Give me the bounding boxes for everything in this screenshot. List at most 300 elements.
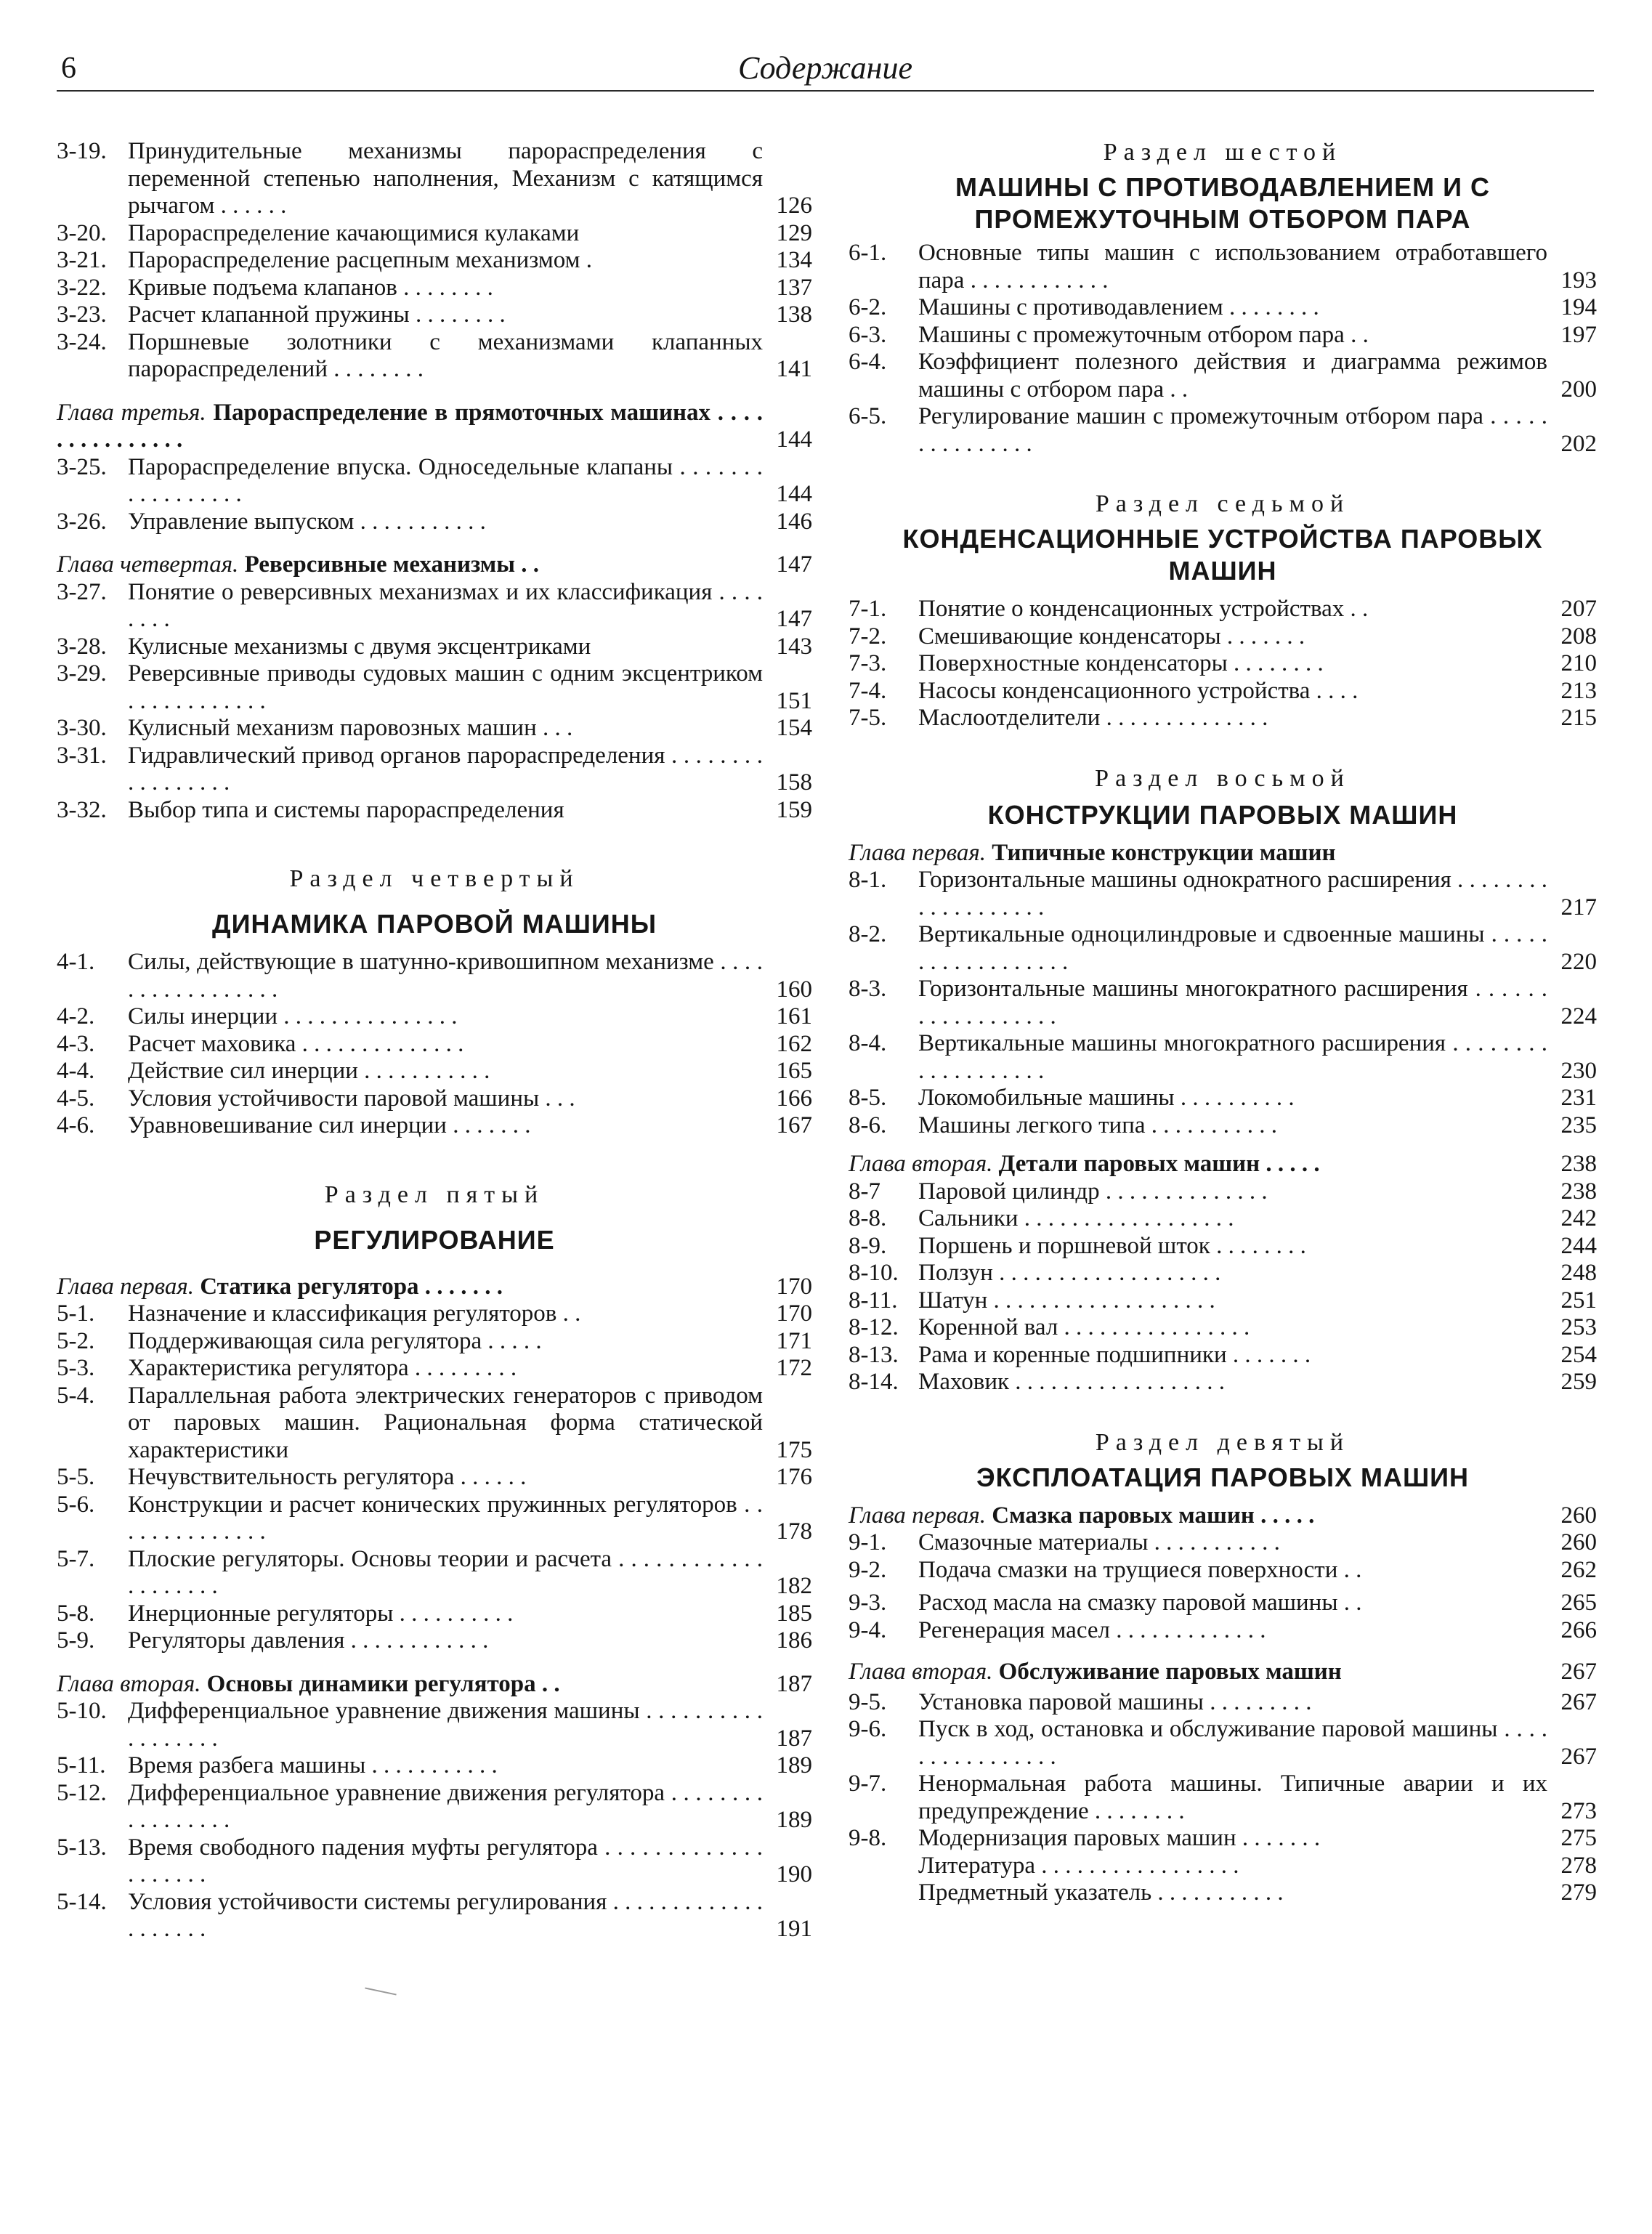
page-ref: 137 [776, 274, 812, 301]
page-ref: 210 [1560, 650, 1597, 676]
entry-title: Подача смазки на трущиеся поверхности . . [918, 1556, 1362, 1583]
page-ref: 176 [776, 1464, 812, 1490]
section-label: Раздел седьмой [1095, 490, 1351, 517]
chapter-title: Обслуживание паровых машин [998, 1659, 1342, 1685]
entry-number: 9-6. [849, 1716, 887, 1742]
chapter-entry [849, 1151, 1597, 1178]
toc-entry [57, 1780, 812, 1834]
page-ref: 138 [776, 301, 812, 328]
toc-entry [849, 1233, 1597, 1260]
page-ref: 230 [1560, 1057, 1597, 1084]
toc-entry [57, 634, 812, 661]
page-ref: 161 [776, 1003, 812, 1029]
chapter-title: Реверсивные механизмы . . [244, 551, 540, 578]
entry-number: 9-2. [849, 1556, 887, 1583]
page-ref: 260 [1560, 1529, 1597, 1555]
entry-number: 3-20. [57, 219, 107, 246]
entry-title: Принудительные механизмы парораспределения с переменной степенью наполнения, Механизм с катящимся рычагом . . . . . . [128, 138, 763, 219]
entry-number: 3-29. [57, 660, 107, 687]
toc-entry [57, 1112, 812, 1140]
toc-entry [57, 1627, 812, 1655]
toc-entry [57, 1031, 812, 1059]
toc-entry [57, 1085, 812, 1113]
toc-entry [57, 247, 812, 275]
toc-entry [849, 1853, 1597, 1880]
toc-entry [57, 301, 812, 329]
toc-entry [849, 240, 1597, 294]
chapter-entry [57, 1274, 812, 1301]
page-ref: 170 [776, 1273, 812, 1300]
toc-right-column [849, 138, 1597, 1907]
entry-number: 8-8. [849, 1205, 887, 1231]
entry-title: Модернизация паровых машин . . . . . . . [918, 1825, 1321, 1851]
toc-entry [57, 138, 812, 220]
entry-title: Дифференциальное уравнение движения машины . . . . . . . . . . . . . . . . . . [128, 1698, 763, 1752]
chapter-name: Глава третья. [57, 399, 206, 426]
section-label: Раздел восьмой [1095, 764, 1351, 792]
entry-title: Условия устойчивости паровой машины . . . [128, 1085, 575, 1112]
entry-number: 6-3. [849, 321, 887, 348]
entry-title: Вертикальные машины многократного расширения . . . . . . . . . . . . . . . . . . . [918, 1030, 1547, 1084]
entry-number: 3-26. [57, 508, 107, 535]
entry-number: 5-3. [57, 1355, 95, 1381]
entry-title: Регуляторы давления . . . . . . . . . . . . [128, 1627, 489, 1654]
toc-entry [57, 1492, 812, 1546]
chapter-entry [849, 840, 1597, 867]
entry-title: Инерционные регуляторы . . . . . . . . . . [128, 1600, 514, 1627]
entry-number: 5-7. [57, 1545, 95, 1572]
toc-entry [849, 1770, 1597, 1825]
entry-number: 3-31. [57, 742, 107, 769]
entry-title: Насосы конденсационного устройства . . . . [918, 677, 1359, 704]
page-ref: 147 [776, 551, 812, 578]
entry-number: 6-1. [849, 240, 887, 266]
entry-title: Ползун . . . . . . . . . . . . . . . . . . . [918, 1260, 1221, 1286]
toc-entry [849, 322, 1597, 349]
entry-title: Реверсивные приводы судовых машин с одним эксцентриком . . . . . . . . . . . . [128, 660, 763, 714]
page-ref: 141 [776, 356, 812, 382]
toc-entry [57, 509, 812, 536]
page-ref: 159 [776, 796, 812, 823]
entry-number: 5-6. [57, 1491, 95, 1518]
entry-title: Действие сил инерции . . . . . . . . . . . [128, 1058, 490, 1084]
entry-number: 8-5. [849, 1085, 887, 1111]
page-ref: 154 [776, 715, 812, 741]
entry-title: Поршень и поршневой шток . . . . . . . . [918, 1232, 1306, 1259]
toc-entry [57, 1889, 812, 1943]
entry-number: 5-4. [57, 1382, 95, 1409]
chapter-entry [57, 551, 812, 579]
toc-entry [57, 1355, 812, 1383]
entry-number: 8-9. [849, 1232, 887, 1259]
toc-entry [849, 1260, 1597, 1287]
page-ref: 158 [776, 769, 812, 796]
entry-title: Силы, действующие в шатунно-кривошипном механизме . . . . . . . . . . . . . . . . . [128, 949, 763, 1003]
entry-title: Парораспределение впуска. Односедельные клапаны . . . . . . . . . . . . . . . . . [128, 453, 763, 507]
toc-left-column [57, 138, 812, 1943]
entry-title: Условия устойчивости системы регулирования . . . . . . . . . . . . . . . . . . . . [128, 1888, 763, 1942]
page-ref: 126 [776, 193, 812, 219]
entry-title: Литература . . . . . . . . . . . . . . . . . [918, 1852, 1239, 1879]
entry-number: 7-4. [849, 677, 887, 704]
page-ref: 166 [776, 1085, 812, 1112]
toc-entry [849, 1529, 1597, 1557]
entry-number: 5-2. [57, 1327, 95, 1354]
toc-entry [57, 579, 812, 634]
toc-entry [849, 1716, 1597, 1770]
toc-entry [57, 454, 812, 509]
entry-number: 6-4. [849, 349, 887, 375]
page-ref: 267 [1560, 1743, 1597, 1770]
toc-entry [57, 797, 812, 825]
entry-title: Расчет клапанной пружины . . . . . . . . [128, 301, 506, 328]
toc-entry [849, 1590, 1597, 1617]
page-ref: 231 [1560, 1085, 1597, 1111]
entry-number: 9-4. [849, 1616, 887, 1643]
entry-title: Маховик . . . . . . . . . . . . . . . . . . [918, 1369, 1226, 1395]
entry-number: 3-24. [57, 328, 107, 355]
page-ref: 208 [1560, 623, 1597, 649]
entry-number: 5-13. [57, 1834, 107, 1861]
toc-entry [57, 1300, 812, 1328]
page-ref: 260 [1560, 1502, 1597, 1529]
entry-title: Горизонтальные машины однократного расширения . . . . . . . . . . . . . . . . . . . [918, 867, 1547, 920]
page-ref: 242 [1560, 1205, 1597, 1231]
section-title: КОНДЕНСАЦИОННЫЕ УСТРОЙСТВА ПАРОВЫХ МАШИН [902, 524, 1543, 586]
page-ref: 144 [776, 426, 812, 453]
toc-entry [57, 275, 812, 302]
chapter-title: Детали паровых машин . . . . . [998, 1151, 1320, 1177]
page-ref: 185 [776, 1600, 812, 1627]
toc-entry [57, 1834, 812, 1889]
entry-number: 6-5. [849, 403, 887, 429]
section-label: Раздел пятый [324, 1181, 545, 1208]
toc-entry [849, 1287, 1597, 1315]
entry-number: 7-2. [849, 623, 887, 649]
chapter-text [849, 1659, 1550, 1686]
entry-title: Характеристика регулятора . . . . . . . . . [128, 1355, 517, 1381]
entry-title: Основные типы машин с использованием отработавшего пара . . . . . . . . . . . . [918, 240, 1547, 294]
page-ref: 275 [1560, 1825, 1597, 1851]
entry-title: Маслоотделители . . . . . . . . . . . . . . [918, 705, 1268, 731]
toc-entry [849, 294, 1597, 322]
toc-entry [849, 1314, 1597, 1342]
entry-title: Сальники . . . . . . . . . . . . . . . . . . [918, 1205, 1234, 1231]
entry-number: 3-27. [57, 578, 107, 605]
toc-entry [849, 1030, 1597, 1085]
toc-entry [849, 1617, 1597, 1645]
entry-number: 5-5. [57, 1464, 95, 1490]
entry-title: Ненормальная работа машины. Типичные аварии и их предупреждение . . . . . . . . [918, 1770, 1547, 1824]
entry-title: Регулирование машин с промежуточным отбором пара . . . . . . . . . . . . . . . [918, 403, 1547, 457]
entry-title: Гидравлический привод органов парораспределения . . . . . . . . . . . . . . . . . [128, 742, 763, 796]
toc-entry [57, 1546, 812, 1600]
chapter-name: Глава вторая. [849, 1659, 993, 1685]
entry-number: 4-2. [57, 1003, 95, 1029]
entry-number: 3-22. [57, 274, 107, 301]
toc-entry [849, 976, 1597, 1030]
toc-entry [57, 742, 812, 797]
entry-number: 9-1. [849, 1529, 887, 1555]
page-ref: 197 [1560, 321, 1597, 348]
entry-title: Конструкции и расчет конических пружинных регуляторов . . . . . . . . . . . . . . [128, 1491, 763, 1545]
entry-title: Понятие о реверсивных механизмах и их классификация . . . . . . . . [128, 578, 763, 632]
toc-entry [57, 1600, 812, 1628]
entry-title: Управление выпуском . . . . . . . . . . . [128, 508, 486, 535]
section-title: ЭКСПЛОАТАЦИЯ ПАРОВЫХ МАШИН [976, 1462, 1470, 1492]
entry-number: 8-12. [849, 1314, 899, 1340]
entry-number: 8-6. [849, 1112, 887, 1138]
entry-number: 8-3. [849, 976, 887, 1002]
section-title: КОНСТРУКЦИИ ПАРОВЫХ МАШИН [987, 799, 1458, 830]
entry-number: 8-7 [849, 1178, 880, 1205]
page-ref: 267 [1560, 1659, 1597, 1685]
entry-number: 3-28. [57, 633, 107, 660]
chapter-text [57, 551, 766, 579]
entry-number: 5-8. [57, 1600, 95, 1627]
toc-entry [57, 1698, 812, 1752]
page-ref: 217 [1560, 894, 1597, 920]
chapter-name: Глава четвертая. [57, 551, 239, 578]
page-ref: 143 [776, 633, 812, 660]
entry-number: 9-3. [849, 1590, 887, 1616]
toc-entry [849, 596, 1597, 623]
page-ref: 251 [1560, 1287, 1597, 1314]
page-ref: 144 [776, 481, 812, 507]
entry-title: Смешивающие конденсаторы . . . . . . . [918, 623, 1305, 649]
page-ref: 279 [1560, 1879, 1597, 1906]
toc-entry [57, 329, 812, 384]
page-ref: 187 [776, 1670, 812, 1697]
page-ref: 238 [1560, 1151, 1597, 1177]
entry-number: 3-32. [57, 796, 107, 823]
entry-number: 3-30. [57, 715, 107, 741]
page-ref: 191 [776, 1916, 812, 1942]
page-ref: 189 [776, 1752, 812, 1778]
chapter-title: Типичные конструкции машин [992, 839, 1336, 866]
chapter-text [849, 1502, 1550, 1530]
toc-entry [57, 1058, 812, 1085]
chapter-text [57, 1671, 766, 1699]
page-ref: 162 [776, 1030, 812, 1057]
entry-number: 7-1. [849, 596, 887, 622]
entry-number: 4-4. [57, 1058, 95, 1084]
chapter-title: Основы динамики регулятора . . [206, 1670, 560, 1697]
entry-title: Пуск в ход, остановка и обслуживание паровой машины . . . . . . . . . . . . . . . . [918, 1716, 1547, 1770]
entry-title: Дифференциальное уравнение движения регулятора . . . . . . . . . . . . . . . . . [128, 1779, 763, 1833]
page-header [57, 46, 1594, 92]
section-label: Раздел девятый [1095, 1428, 1351, 1456]
entry-title: Коренной вал . . . . . . . . . . . . . . . . [918, 1314, 1250, 1340]
entry-number: 3-21. [57, 247, 107, 273]
entry-title: Шатун . . . . . . . . . . . . . . . . . . . [918, 1287, 1215, 1314]
toc-entry [849, 1205, 1597, 1233]
entry-title: Назначение и классификация регуляторов . . [128, 1300, 581, 1327]
entry-number: 5-10. [57, 1698, 107, 1724]
entry-number: 5-11. [57, 1752, 106, 1778]
entry-number: 8-1. [849, 867, 887, 893]
chapter-title: Парораспределение в прямоточных машинах . . . . . . . . . . . . . . . [57, 399, 763, 453]
entry-number: 9-8. [849, 1825, 887, 1851]
entry-number: 8-11. [849, 1287, 898, 1314]
page-ref: 266 [1560, 1616, 1597, 1643]
entry-title: Параллельная работа электрических генераторов с приводом от паровых машин. Рациональная форма статической характеристики [128, 1382, 763, 1463]
scan-mark [365, 1987, 396, 1995]
section-title: ДИНАМИКА ПАРОВОЙ МАШИНЫ [211, 909, 657, 939]
toc-entry [57, 949, 812, 1003]
page-ref: 207 [1560, 596, 1597, 622]
toc-entry [849, 403, 1597, 458]
entry-number: 5-1. [57, 1300, 95, 1327]
chapter-name: Глава первая. [849, 839, 986, 866]
section-title: МАШИНЫ С ПРОТИВОДАВЛЕНИЕМ И С ПРОМЕЖУТОЧНЫМ ОТБОРОМ ПАРА [955, 172, 1490, 234]
toc-entry [849, 623, 1597, 651]
entry-title: Горизонтальные машины многократного расширения . . . . . . . . . . . . . . . . . . [918, 976, 1547, 1029]
entry-title: Нечувствительность регулятора . . . . . . [128, 1464, 527, 1490]
chapter-text [57, 400, 766, 454]
page-ref: 220 [1560, 948, 1597, 975]
section-label: Раздел четвертый [289, 865, 580, 892]
page-ref: 244 [1560, 1232, 1597, 1259]
entry-number: 4-1. [57, 949, 95, 975]
section-title: РЕГУЛИРОВАНИЕ [314, 1224, 555, 1255]
entry-title: Расчет маховика . . . . . . . . . . . . . . [128, 1030, 464, 1057]
page-ref: 265 [1560, 1590, 1597, 1616]
page-ref: 248 [1560, 1260, 1597, 1286]
page-ref: 134 [776, 247, 812, 273]
page-ref: 193 [1560, 267, 1597, 294]
page-ref: 238 [1560, 1178, 1597, 1205]
entry-number: 5-14. [57, 1888, 107, 1915]
page-ref: 147 [776, 606, 812, 632]
entry-number: 8-4. [849, 1030, 887, 1056]
page-ref: 170 [776, 1300, 812, 1327]
entry-number: 6-2. [849, 294, 887, 320]
page-ref: 167 [776, 1112, 812, 1138]
section-label: Раздел шестой [1103, 139, 1343, 166]
page-ref: 254 [1560, 1341, 1597, 1368]
entry-number: 5-12. [57, 1779, 107, 1806]
page-ref: 259 [1560, 1369, 1597, 1395]
entry-number: 3-19. [57, 138, 107, 164]
toc-entry [57, 1383, 812, 1465]
entry-title: Поверхностные конденсаторы . . . . . . . . [918, 650, 1324, 676]
entry-number: 7-3. [849, 650, 887, 676]
entry-title: Силы инерции . . . . . . . . . . . . . . . [128, 1003, 458, 1029]
entry-number: 4-3. [57, 1030, 95, 1057]
toc-entry [57, 220, 812, 248]
entry-title: Поддерживающая сила регулятора . . . . . [128, 1327, 542, 1354]
chapter-entry [849, 1659, 1597, 1686]
entry-number: 8-2. [849, 921, 887, 947]
chapter-text [849, 840, 1550, 867]
entry-title: Плоские регуляторы. Основы теории и расчета . . . . . . . . . . . . . . . . . . . . [128, 1545, 763, 1599]
toc-entry [57, 1003, 812, 1031]
entry-number: 4-6. [57, 1112, 95, 1138]
running-title: Содержание [737, 50, 912, 86]
entry-number: 8-14. [849, 1369, 899, 1395]
entry-title: Поршневые золотники с механизмами клапанных парораспределений . . . . . . . . [128, 328, 763, 382]
page-ref: 194 [1560, 294, 1597, 320]
entry-number: 9-7. [849, 1770, 887, 1797]
entry-title: Парораспределение расцепным механизмом . [128, 247, 592, 273]
toc-entry [57, 1464, 812, 1492]
toc-entry [849, 650, 1597, 678]
entry-title: Машины с противодавлением . . . . . . . . [918, 294, 1319, 320]
toc-entry [57, 715, 812, 742]
page-ref: 182 [776, 1573, 812, 1599]
entry-number: 5-9. [57, 1627, 95, 1654]
entry-title: Выбор типа и системы парораспределения [128, 796, 564, 823]
chapter-title: Смазка паровых машин . . . . . [992, 1502, 1315, 1529]
chapter-name: Глава первая. [57, 1273, 194, 1300]
toc-entry [849, 921, 1597, 976]
toc-entry [849, 678, 1597, 705]
page-ref: 235 [1560, 1112, 1597, 1138]
page-ref: 190 [776, 1861, 812, 1887]
entry-title: Время свободного падения муфты регулятора . . . . . . . . . . . . . . . . . . . . [128, 1834, 763, 1887]
page-ref: 224 [1560, 1003, 1597, 1029]
page-ref: 171 [776, 1327, 812, 1354]
toc-entry [849, 1369, 1597, 1396]
chapter-entry [849, 1502, 1597, 1530]
entry-number: 9-5. [849, 1688, 887, 1715]
entry-title: Смазочные материалы . . . . . . . . . . . [918, 1529, 1280, 1555]
page-ref: 172 [776, 1355, 812, 1381]
entry-title: Расход масла на смазку паровой машины . . [918, 1590, 1362, 1616]
toc-entry [849, 349, 1597, 403]
page-ref: 200 [1560, 376, 1597, 402]
entry-number: 8-10. [849, 1260, 899, 1286]
page-ref: 189 [776, 1807, 812, 1833]
page-ref: 215 [1560, 705, 1597, 731]
toc-entry [849, 1879, 1597, 1907]
page-ref: 146 [776, 508, 812, 535]
entry-title: Предметный указатель . . . . . . . . . . . [918, 1879, 1284, 1906]
entry-number: 3-23. [57, 301, 107, 328]
chapter-text [849, 1151, 1550, 1178]
entry-title: Локомобильные машины . . . . . . . . . . [918, 1085, 1295, 1111]
toc-entry [849, 1557, 1597, 1585]
entry-title: Регенерация масел . . . . . . . . . . . . . [918, 1616, 1266, 1643]
page-ref: 165 [776, 1058, 812, 1084]
entry-title: Уравновешивание сил инерции . . . . . . . [128, 1112, 531, 1138]
page-ref: 160 [776, 976, 812, 1003]
entry-number: 7-5. [849, 705, 887, 731]
toc-entry [57, 1328, 812, 1356]
page-ref: 202 [1560, 430, 1597, 457]
entry-title: Парораспределение качающимися кулаками [128, 219, 580, 246]
chapter-name: Глава вторая. [57, 1670, 201, 1697]
entry-title: Понятие о конденсационных устройствах . . [918, 596, 1369, 622]
toc-entry [849, 1112, 1597, 1140]
entry-title: Паровой цилиндр . . . . . . . . . . . . . . [918, 1178, 1268, 1205]
page-ref: 273 [1560, 1797, 1597, 1824]
toc-entry [849, 1085, 1597, 1112]
page-ref: 213 [1560, 677, 1597, 704]
toc-entry [849, 1825, 1597, 1853]
chapter-entry [57, 400, 812, 454]
page-ref: 262 [1560, 1556, 1597, 1583]
toc-entry [849, 867, 1597, 921]
toc-entry [849, 1689, 1597, 1717]
page-ref: 267 [1560, 1688, 1597, 1715]
entry-title: Вертикальные одноцилиндровые и сдвоенные машины . . . . . . . . . . . . . . . . . . [918, 921, 1547, 975]
page-number: 6 [61, 52, 76, 85]
page-ref: 253 [1560, 1314, 1597, 1340]
entry-title: Кулисные механизмы с двумя эксцентриками [128, 633, 591, 660]
entry-title: Машины легкого типа . . . . . . . . . . . [918, 1112, 1278, 1138]
